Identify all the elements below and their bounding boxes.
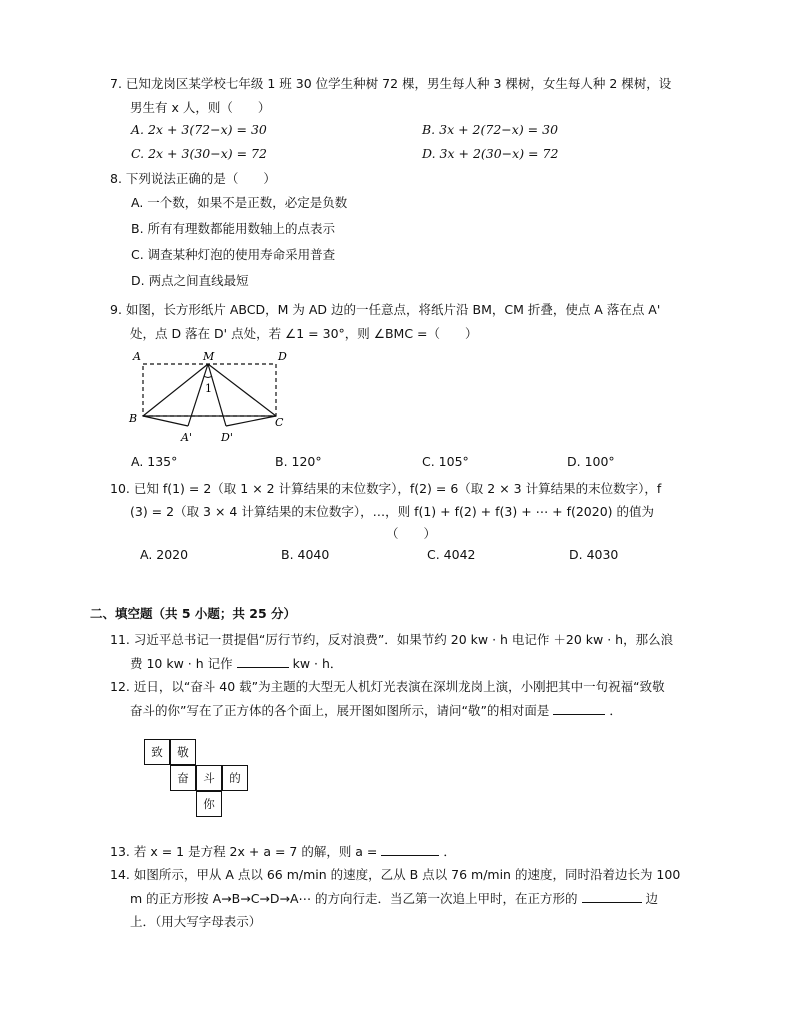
q7-option-a: A. 2x + 3(72−x) = 30 <box>131 122 267 137</box>
angle-1-arc <box>204 376 212 378</box>
q10-option-b: B. 4040 <box>281 547 330 562</box>
q14-text-a: m 的正方形按 A→B→C→D→A⋯ 的方向行走．当乙第一次追上甲时，在正方形的 <box>130 891 578 906</box>
seg-md1 <box>208 364 226 426</box>
label-1: 1 <box>205 382 212 395</box>
q9-option-b: B. 120° <box>275 454 322 469</box>
q12-answer-blank[interactable] <box>553 702 605 715</box>
fold-cm <box>208 364 276 416</box>
q11-stem-line2 <box>130 655 342 673</box>
q7-stem-line1: 7. 已知龙岗区某学校七年级 1 班 30 位学生种树 72 棵，男生每人种 3 棵树，女生每人种 2 棵树，设 <box>110 76 672 91</box>
q9-rectangle-fold-figure <box>126 346 296 446</box>
net-cell: 你 <box>196 791 222 817</box>
fold-bm <box>143 364 208 416</box>
q12-cube-net <box>144 739 252 821</box>
label-a-prime: A' <box>181 431 192 444</box>
q14-stem-line3: 上．（用大写字母表示） <box>130 914 262 929</box>
net-cell: 奋 <box>170 765 196 791</box>
q7-stem-line2: 男生有 x 人，则（ ） <box>130 100 271 115</box>
net-cell: 斗 <box>196 765 222 791</box>
q10-stem-line1: 10. 已知 f(1) = 2（取 1 × 2 计算结果的末位数字），f(2) = 6（取 2 × 3 计算结果的末位数字），f <box>110 481 662 496</box>
q8-option-a: A. 一个数，如果不是正数，必定是负数 <box>131 195 348 210</box>
q14-text-b: 边 <box>645 891 659 906</box>
seg-cd1 <box>226 416 276 426</box>
q9-option-c: C. 105° <box>422 454 469 469</box>
q8-stem: 8. 下列说法正确的是（ ） <box>110 171 276 186</box>
q13-answer-blank[interactable] <box>381 843 439 856</box>
q12-stem-line1: 12. 近日，以“奋斗 40 载”为主题的大型无人机灯光表演在深圳龙岗上演，小刚把其中一句祝福“致敬 <box>110 679 665 694</box>
q12-text-b: ． <box>609 703 622 718</box>
label-d: D <box>278 350 287 363</box>
label-a: A <box>133 350 141 363</box>
q8-option-d: D. 两点之间直线最短 <box>131 273 249 288</box>
q13-stem <box>110 843 456 861</box>
seg-ma1 <box>188 364 208 426</box>
q8-option-c: C. 调查某种灯泡的使用寿命采用普查 <box>131 247 336 262</box>
label-d-prime: D' <box>221 431 233 444</box>
net-cell: 致 <box>144 739 170 765</box>
q13-text-a: 13. 若 x = 1 是方程 2x + a = 7 的解，则 a = <box>110 844 382 859</box>
q10-option-a: A. 2020 <box>140 547 189 562</box>
label-c: C <box>275 416 284 429</box>
q14-answer-blank[interactable] <box>582 890 642 903</box>
q9-stem-line2: 处，点 D 落在 D' 点处，若 ∠1 = 30°，则 ∠BMC =（ ） <box>130 326 478 341</box>
q11-answer-blank[interactable] <box>237 655 289 668</box>
q7-option-d: D. 3x + 2(30−x) = 72 <box>422 146 559 161</box>
q7-option-c: C. 2x + 3(30−x) = 72 <box>131 146 267 161</box>
q9-option-a: A. 135° <box>131 454 178 469</box>
label-m: M <box>203 350 215 363</box>
label-b: B <box>129 412 138 425</box>
q11-text-b: kw · h． <box>292 656 343 671</box>
q10-option-c: C. 4042 <box>427 547 476 562</box>
q11-text-a: 费 10 kw · h 记作 <box>130 656 233 671</box>
net-cell: 的 <box>222 765 248 791</box>
section-title-fill-in: 二、填空题（共 5 小题；共 25 分） <box>90 606 297 621</box>
q9-option-d: D. 100° <box>567 454 615 469</box>
q9-stem-line1: 9. 如图，长方形纸片 ABCD，M 为 AD 边的一任意点，将纸片沿 BM，CM 折叠，使点 A 落在点 A' <box>110 302 661 317</box>
q11-stem-line1: 11. 习近平总书记一贯提倡“厉行节约，反对浪费”．如果节约 20 kw · h 电记作 ＋20 kw · h，那么浪 <box>110 632 674 647</box>
q14-stem-line2 <box>130 890 658 908</box>
q12-text-a: 奋斗的你”写在了正方体的各个面上，展开图如图所示，请问“敬”的相对面是 <box>130 703 550 718</box>
q10-stem-line2: (3) = 2（取 3 × 4 计算结果的末位数字），…，则 f(1) + f(2) + f(3) + ⋯ + f(2020) 的值为 <box>130 504 655 519</box>
q14-stem-line1: 14. 如图所示，甲从 A 点以 66 m/min 的速度，乙从 B 点以 76 m/min 的速度，同时沿着边长为 100 <box>110 867 681 882</box>
q12-stem-line2 <box>130 702 622 720</box>
net-cell: 敬 <box>170 739 196 765</box>
seg-ba1 <box>143 416 188 426</box>
q8-option-b: B. 所有有理数都能用数轴上的点表示 <box>131 221 336 236</box>
q10-option-d: D. 4030 <box>569 547 619 562</box>
q13-text-b: ． <box>443 844 456 859</box>
q7-option-b: B. 3x + 2(72−x) = 30 <box>422 122 559 137</box>
q10-stem-line3: （ ） <box>386 526 437 541</box>
